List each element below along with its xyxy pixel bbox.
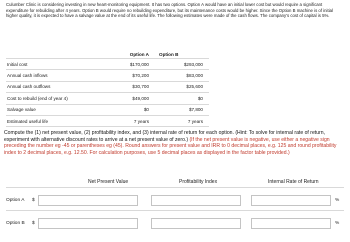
row-label: Salvage value <box>6 104 95 115</box>
row-label: Annual cash outflows <box>6 81 95 92</box>
irr-input-option-a[interactable] <box>251 195 331 206</box>
option-a-value: $70,200 <box>95 70 153 81</box>
irr-input-option-b[interactable] <box>251 218 331 229</box>
row-label: Initial cost <box>6 59 95 70</box>
percent-sign: % <box>335 221 340 226</box>
table-row <box>6 81 209 92</box>
table-row <box>6 70 209 81</box>
table-row <box>6 104 209 115</box>
row-label: Cost to rebuild (end of year 4) <box>6 93 95 104</box>
option-b-value: $0 <box>153 93 209 104</box>
dollar-sign: $ <box>32 198 35 203</box>
instructions <box>4 130 348 157</box>
instructions-main: Compute the (1) net present value, (2) profitability index, and (3) internal rate of return for each option. (Hint: To solve for internal rate of return, experiment with alternative discount rates to arrive at a net present value of zero.) <box>4 130 325 143</box>
divider <box>6 210 344 211</box>
table-row <box>6 115 209 126</box>
option-b-value: $7,800 <box>153 104 209 115</box>
row-label: Annual cash inflows <box>6 70 95 81</box>
npv-input-option-b[interactable] <box>38 218 138 229</box>
answer-grid <box>6 179 344 237</box>
row-label-option-a: Option A <box>6 198 25 203</box>
table-row <box>6 59 209 70</box>
column-header-profitability-index: Profitability Index <box>179 179 218 185</box>
column-header-npv: Net Present Value <box>88 179 129 185</box>
column-header-irr: Internal Rate of Return <box>268 179 319 185</box>
profitability-index-input-option-a[interactable] <box>151 195 241 206</box>
header-option-b: Option B <box>153 50 209 59</box>
option-b-value: 7 years <box>153 115 209 126</box>
problem-intro: Culumber Clinic is considering investing in new heart-monitoring equipment. It has two options. Option A would have an initial lower cost but would require a significant expenditure for rebuilding after 4 years. Option B would require no rebuilding expenditure, but its maintenance costs would be higher. Since the Option B machine is of initial higher quality, it is expected to have a salvage value at the end of its useful life. The following estimates were made of the cash flows. The company's cost of capital is 5%. <box>6 2 333 19</box>
option-a-value: $0 <box>95 104 153 115</box>
percent-sign: % <box>335 198 340 203</box>
row-label-option-b: Option B <box>6 221 25 226</box>
instructions-note: (If the net present value is negative, use either a negative sign preceding the number eg -45 or parentheses eg (45). Round answers for present value and IRR to 0 decimal places, e.g. 125 and round profitability index to 2 decimal places, e.g. 12.50. For calculation purposes, use 5 decimal places as displayed in the factor table provided.) <box>4 136 337 157</box>
option-a-value: 7 years <box>95 115 153 126</box>
option-a-value: $30,700 <box>95 81 153 92</box>
option-b-value: $293,000 <box>153 59 209 70</box>
profitability-index-input-option-b[interactable] <box>151 218 241 229</box>
header-option-a: Option A <box>95 50 153 59</box>
row-label: Estimated useful life <box>6 115 95 126</box>
cash-flow-table <box>6 50 209 127</box>
option-b-value: $25,600 <box>153 81 209 92</box>
option-b-value: $83,000 <box>153 70 209 81</box>
divider <box>6 187 344 188</box>
option-a-value: $49,000 <box>95 93 153 104</box>
option-a-value: $170,000 <box>95 59 153 70</box>
dollar-sign: $ <box>32 221 35 226</box>
table-header-row <box>6 50 209 59</box>
npv-input-option-a[interactable] <box>38 195 138 206</box>
table-row <box>6 93 209 104</box>
